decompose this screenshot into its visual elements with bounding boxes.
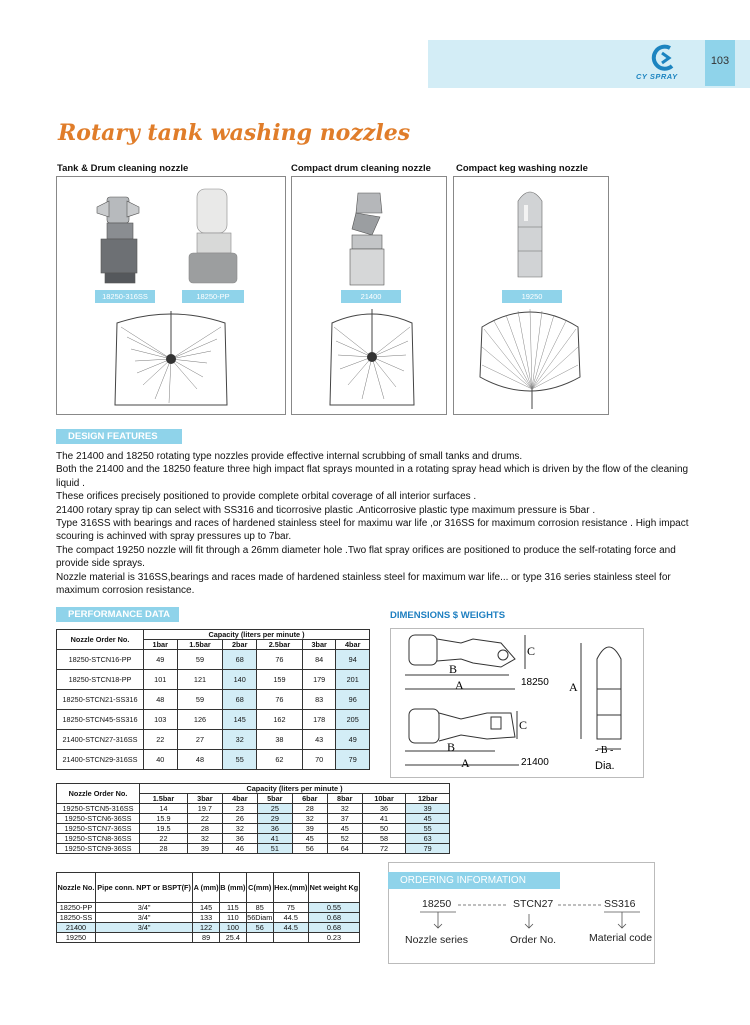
table1-column-header: 2bar	[223, 640, 257, 650]
table-row	[57, 750, 370, 770]
design-paragraph: Nozzle material is 316SS,bearings and races made of hardened stainless steel for maximum war life... or type 316 series stainless steel for maximum corrosion resistance.	[56, 571, 671, 597]
table2-cell: 32	[187, 834, 222, 844]
dim3-a: A	[569, 680, 578, 694]
table3-cell: 115	[219, 903, 246, 913]
table3-cell: 0.68	[308, 923, 359, 933]
page-title: Rotary tank washing nozzles	[58, 120, 411, 146]
table-row	[57, 933, 360, 943]
table-row	[57, 690, 370, 710]
table2-cell: 19250-STCN6-36SS	[57, 814, 140, 824]
table2-cell: 56	[292, 844, 327, 854]
table2-cell: 14	[140, 804, 188, 814]
table-row	[57, 670, 370, 690]
table3-cell: 110	[219, 913, 246, 923]
table2-column-header: 12bar	[406, 794, 450, 804]
table3-cell: 3/4"	[95, 923, 192, 933]
table2-cell: 45	[292, 834, 327, 844]
cy-spray-logo-icon	[648, 44, 678, 72]
table3-cell: 0.23	[308, 933, 359, 943]
table1-cell: 205	[336, 710, 370, 730]
table1-cell: 83	[302, 690, 336, 710]
table2-col-order: Nozzle Order No.	[57, 784, 140, 804]
dimension-drawings	[391, 629, 643, 777]
table3-cell: 89	[193, 933, 220, 943]
performance-data-heading: PERFORMANCE DATA	[56, 607, 179, 622]
table1-cell: 49	[336, 730, 370, 750]
table1-cell: 18250-STCN16-PP	[57, 650, 144, 670]
table1-cell: 145	[223, 710, 257, 730]
table-row	[57, 814, 450, 824]
table2-cell: 39	[187, 844, 222, 854]
table2-cell: 58	[362, 834, 406, 844]
table2-cell: 26	[222, 814, 257, 824]
table2-cell: 51	[257, 844, 292, 854]
table2-cell: 41	[362, 814, 406, 824]
table1-cell: 76	[256, 650, 302, 670]
performance-table-1	[56, 629, 370, 770]
table1-cell: 96	[336, 690, 370, 710]
table1-cell: 68	[223, 690, 257, 710]
ordering-connectors	[410, 902, 650, 936]
table1-cell: 201	[336, 670, 370, 690]
design-paragraph: The compact 19250 nozzle will fit through a 26mm diameter hole .Two flat spray orifices are positioned to produce the self-rotating force and provide side sprays.	[56, 544, 676, 570]
table2-cell: 28	[140, 844, 188, 854]
tank-drum-nozzle-illustration	[57, 177, 285, 414]
table3-cell: 19250	[57, 933, 96, 943]
table3-cell: 3/4"	[95, 913, 192, 923]
table2-cell: 32	[327, 804, 362, 814]
design-features-text	[56, 450, 696, 597]
dim1-c: C	[527, 644, 536, 658]
table2-cell: 22	[140, 834, 188, 844]
order-part-number: STCN27	[513, 898, 554, 910]
order-label-material: Material code	[589, 932, 653, 944]
table1-cell: 103	[144, 710, 178, 730]
table3-cell	[246, 933, 273, 943]
dimensions-heading: DIMENSIONS $ WEIGHTS	[390, 610, 506, 621]
header-band	[428, 40, 750, 88]
design-paragraph: 21400 rotary spray tip can select with SS316 and ticorrosive plastic .Anticorrosive plastic type maximum pressure is 5bar .	[56, 504, 596, 516]
table1-cell: 49	[144, 650, 178, 670]
table1-column-header: 1.5bar	[177, 640, 223, 650]
table3-cell: 44.5	[273, 913, 308, 923]
table1-cell: 22	[144, 730, 178, 750]
table3-column-header: Net weight Kg	[308, 873, 359, 903]
table1-column-header: 2.5bar	[256, 640, 302, 650]
table2-cell: 22	[187, 814, 222, 824]
table2-cell: 32	[292, 814, 327, 824]
tag-18250-316ss: 18250-316SS	[95, 290, 155, 303]
table2-capacity-header: Capacity (liters per minute )	[140, 784, 450, 794]
page-number: 103	[710, 55, 730, 67]
table1-cell: 48	[144, 690, 178, 710]
table3-cell: 100	[219, 923, 246, 933]
dim1-b: B	[449, 662, 458, 676]
table3-column-header: Hex.(mm)	[273, 873, 308, 903]
dim1-a: A	[455, 678, 464, 692]
table2-cell: 28	[292, 804, 327, 814]
table2-cell: 25	[257, 804, 292, 814]
table2-column-header: 6bar	[292, 794, 327, 804]
dim3-b: - B -	[595, 745, 614, 756]
table3-column-header: C(mm)	[246, 873, 273, 903]
performance-table-2	[56, 783, 450, 854]
table2-cell: 45	[327, 824, 362, 834]
table2-cell: 19250-STCN7-36SS	[57, 824, 140, 834]
table2-cell: 23	[222, 804, 257, 814]
table1-capacity-header: Capacity (liters per minute )	[144, 630, 370, 640]
table3-column-header: Pipe conn. NPT or BSPT(F)	[95, 873, 192, 903]
table2-cell: 36	[362, 804, 406, 814]
table2-cell: 39	[406, 804, 450, 814]
table-row	[57, 730, 370, 750]
table-row	[57, 710, 370, 730]
table3-column-header: Nozzle No.	[57, 873, 96, 903]
table1-col-order: Nozzle Order No.	[57, 630, 144, 650]
table2-cell: 32	[222, 824, 257, 834]
order-part-material: SS316	[604, 898, 636, 910]
table3-cell: 85	[246, 903, 273, 913]
dimensions-weights-table	[56, 872, 360, 943]
design-features-heading: DESIGN FEATURES	[56, 429, 182, 444]
table1-cell: 79	[336, 750, 370, 770]
table3-cell: 145	[193, 903, 220, 913]
dim3-dia: Dia.	[595, 760, 615, 772]
table1-cell: 70	[302, 750, 336, 770]
order-part-series: 18250	[422, 898, 452, 910]
table1-cell: 126	[177, 710, 223, 730]
table1-cell: 59	[177, 690, 223, 710]
table2-column-header: 4bar	[222, 794, 257, 804]
table1-cell: 38	[256, 730, 302, 750]
table2-column-header: 1.5bar	[140, 794, 188, 804]
table2-cell: 19250-STCN8-36SS	[57, 834, 140, 844]
table3-cell	[95, 933, 192, 943]
table2-cell: 36	[222, 834, 257, 844]
table1-cell: 62	[256, 750, 302, 770]
table2-cell: 29	[257, 814, 292, 824]
product-panel-tank-drum	[56, 176, 286, 415]
table3-cell: 56Diam	[247, 913, 273, 922]
design-paragraph: Type 316SS with bearings and races of hardened stainless steel for maximu war life ,or 316SS for maximum corrosion resistance . High impact scouring is achinved with spray pressures up to 7bar.	[56, 518, 689, 543]
dim2-c: C	[519, 718, 528, 732]
table3-cell: 44.5	[273, 923, 308, 933]
table-row	[57, 913, 360, 923]
table3-cell: 56	[246, 923, 273, 933]
caption-tank-drum: Tank & Drum cleaning nozzle	[57, 163, 189, 174]
table2-cell: 46	[222, 844, 257, 854]
table1-cell: 55	[223, 750, 257, 770]
table1-cell: 21400-STCN27-316SS	[57, 730, 144, 750]
table2-cell: 64	[327, 844, 362, 854]
table1-cell: 59	[177, 650, 223, 670]
table1-cell: 27	[177, 730, 223, 750]
table2-cell: 19.7	[187, 804, 222, 814]
dimensions-panel	[390, 628, 644, 778]
table-row	[57, 650, 370, 670]
table2-cell: 55	[406, 824, 450, 834]
table1-column-header: 3bar	[302, 640, 336, 650]
table2-cell: 28	[187, 824, 222, 834]
table-row	[57, 923, 360, 933]
table1-cell: 18250-STCN18-PP	[57, 670, 144, 690]
table2-cell: 72	[362, 844, 406, 854]
table1-cell: 43	[302, 730, 336, 750]
table1-cell: 94	[336, 650, 370, 670]
table2-cell: 19.5	[140, 824, 188, 834]
design-paragraph: These orifices precisely positioned to provide complete orbital coverage of all interior surfaces .	[56, 491, 477, 503]
table2-cell: 19250-STCN9-36SS	[57, 844, 140, 854]
ordering-heading: ORDERING INFORMATION	[388, 872, 560, 889]
table2-cell: 36	[257, 824, 292, 834]
table2-column-header: 8bar	[327, 794, 362, 804]
table1-cell: 140	[223, 670, 257, 690]
dim2-a: A	[461, 756, 470, 770]
table-row	[57, 804, 450, 814]
table3-cell: 21400	[57, 923, 96, 933]
table3-cell	[273, 933, 308, 943]
table1-cell: 48	[177, 750, 223, 770]
tag-19250: 19250	[502, 290, 562, 303]
tag-21400: 21400	[341, 290, 401, 303]
order-label-series: Nozzle series	[405, 934, 469, 946]
table2-cell: 63	[406, 834, 450, 844]
table1-cell: 178	[302, 710, 336, 730]
dim2-model: 21400	[521, 757, 549, 768]
table3-cell: 122	[193, 923, 220, 933]
dim2-b: B	[447, 740, 456, 754]
order-label-number: Order No.	[510, 934, 557, 946]
table2-cell: 45	[406, 814, 450, 824]
table3-cell: 18250-SS	[57, 913, 96, 923]
logo-text: CY SPRAY	[636, 72, 678, 81]
table1-cell: 84	[302, 650, 336, 670]
table2-cell: 19250-STCN5-316SS	[57, 804, 140, 814]
table1-cell: 32	[223, 730, 257, 750]
table3-cell: 75	[273, 903, 308, 913]
table1-cell: 21400-STCN29-316SS	[57, 750, 144, 770]
table3-cell: 3/4"	[95, 903, 192, 913]
caption-compact-drum: Compact drum cleaning nozzle	[291, 163, 431, 174]
table2-cell: 52	[327, 834, 362, 844]
table1-cell: 121	[177, 670, 223, 690]
table2-cell: 41	[257, 834, 292, 844]
table-row	[57, 824, 450, 834]
table3-column-header: B (mm)	[219, 873, 246, 903]
table3-cell: 133	[193, 913, 220, 923]
caption-compact-keg: Compact keg washing nozzle	[456, 163, 588, 174]
table1-column-header: 4bar	[336, 640, 370, 650]
table1-cell: 68	[223, 650, 257, 670]
table3-cell: 18250-PP	[57, 903, 96, 913]
table2-cell: 37	[327, 814, 362, 824]
table3-cell: 0.55	[308, 903, 359, 913]
table2-cell: 39	[292, 824, 327, 834]
table-row	[57, 834, 450, 844]
tag-18250-pp: 18250-PP	[182, 290, 244, 303]
table1-cell: 162	[256, 710, 302, 730]
design-paragraph: The 21400 and 18250 rotating type nozzles provide effective internal scrubbing of small tanks and drums.	[56, 451, 523, 462]
table2-column-header: 3bar	[187, 794, 222, 804]
table1-cell: 40	[144, 750, 178, 770]
table3-column-header: A (mm)	[193, 873, 220, 903]
design-paragraph: Both the 21400 and the 18250 feature three high impact flat sprays mounted in a rotating spray head which is driven by the flow of the cleaning liquid .	[56, 464, 689, 489]
table2-column-header: 5bar	[257, 794, 292, 804]
table2-cell: 15.9	[140, 814, 188, 824]
table1-column-header: 1bar	[144, 640, 178, 650]
table1-cell: 159	[256, 670, 302, 690]
table1-cell: 18250-STCN45-SS316	[57, 710, 144, 730]
table-row	[57, 844, 450, 854]
table2-cell: 79	[406, 844, 450, 854]
table3-cell: 25.4	[219, 933, 246, 943]
table1-cell: 101	[144, 670, 178, 690]
table1-cell: 179	[302, 670, 336, 690]
table-row	[57, 903, 360, 913]
table1-cell: 76	[256, 690, 302, 710]
table3-cell: 0.68	[308, 913, 359, 923]
table2-cell: 50	[362, 824, 406, 834]
table2-column-header: 10bar	[362, 794, 406, 804]
table1-cell: 18250-STCN21-SS316	[57, 690, 144, 710]
dim1-model: 18250	[521, 677, 549, 688]
